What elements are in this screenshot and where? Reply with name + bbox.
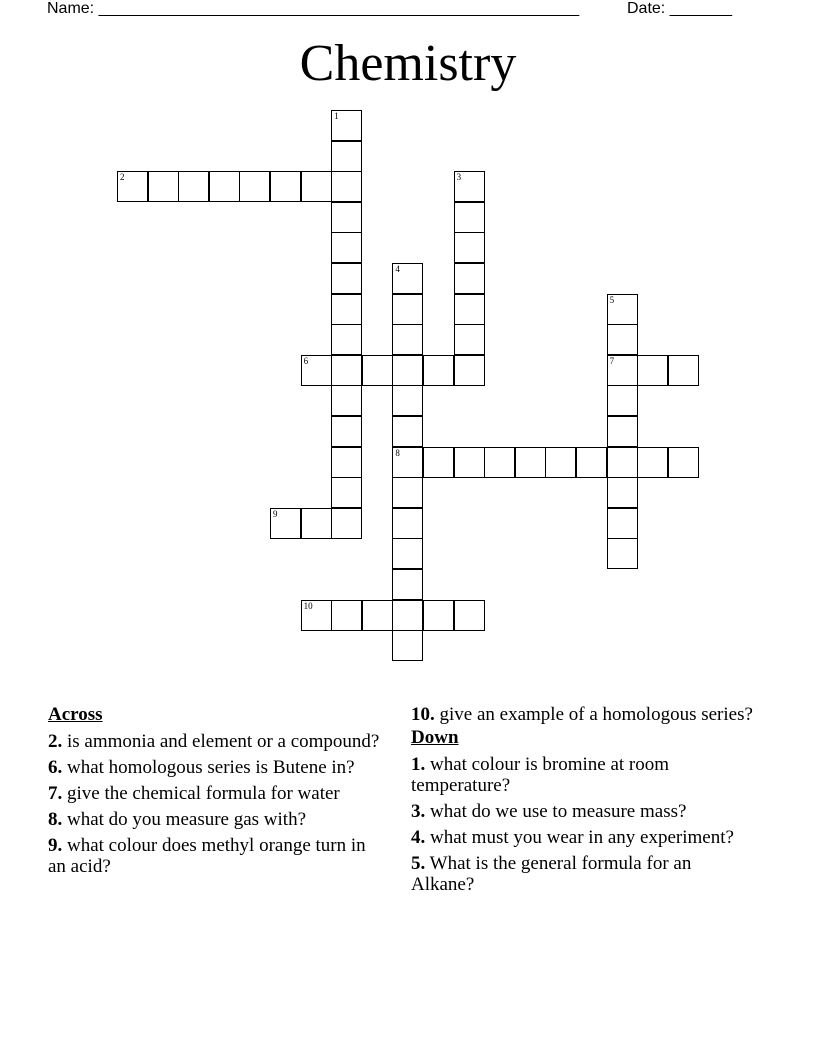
- cell-number: 4: [395, 264, 400, 274]
- cell-number: 6: [303, 355, 309, 366]
- clue-across-10: [411, 704, 756, 725]
- cell-number: 7: [609, 355, 615, 366]
- right-clue-column: [411, 704, 756, 900]
- crossword-cell[interactable]: [454, 202, 485, 233]
- crossword-cell[interactable]: [392, 600, 423, 631]
- clue-number: 1.: [411, 754, 426, 775]
- puzzle-title: Chemistry: [299, 35, 517, 92]
- crossword-cell[interactable]: [668, 355, 699, 386]
- crossword-cell[interactable]: [331, 477, 362, 508]
- crossword-cell[interactable]: [607, 508, 638, 539]
- crossword-cell[interactable]: [607, 324, 638, 355]
- clue-number: 10.: [411, 704, 435, 725]
- crossword-cell[interactable]: [545, 447, 576, 478]
- crossword-cell[interactable]: [301, 171, 332, 202]
- crossword-cell[interactable]: [484, 447, 515, 478]
- crossword-cell[interactable]: [392, 477, 423, 508]
- crossword-cell[interactable]: [331, 232, 362, 263]
- crossword-cell[interactable]: [331, 447, 362, 478]
- clue-down-3: [411, 801, 756, 822]
- crossword-cell[interactable]: [239, 171, 270, 202]
- crossword-cell[interactable]: [301, 508, 332, 539]
- crossword-cell[interactable]: [392, 630, 423, 661]
- crossword-cell[interactable]: [607, 477, 638, 508]
- clue-across-7: [48, 783, 388, 804]
- crossword-cell[interactable]: [331, 324, 362, 355]
- crossword-cell[interactable]: [392, 294, 423, 325]
- crossword-cell[interactable]: [454, 294, 485, 325]
- clue-number: 6.: [48, 757, 63, 778]
- crossword-cell[interactable]: [515, 447, 546, 478]
- crossword-cell[interactable]: [607, 385, 638, 416]
- cell-number: 1: [334, 111, 339, 121]
- clue-number: 9.: [48, 835, 63, 856]
- across-clues: [48, 704, 388, 882]
- cell-number: 5: [609, 294, 615, 305]
- crossword-cell[interactable]: [607, 294, 638, 325]
- crossword-cell[interactable]: [331, 110, 362, 141]
- crossword-cell[interactable]: [454, 263, 485, 294]
- crossword-cell[interactable]: [392, 324, 423, 355]
- crossword-cell[interactable]: [362, 600, 393, 631]
- cell-number: 2: [120, 172, 125, 183]
- clue-text: is ammonia and element or a compound?: [62, 731, 380, 752]
- header: [47, 0, 747, 22]
- crossword-cell[interactable]: [331, 141, 362, 172]
- clue-text: What is the general formula for an Alkane?: [411, 853, 692, 895]
- crossword-cell[interactable]: [668, 447, 699, 478]
- crossword-cell[interactable]: [392, 416, 423, 447]
- crossword-cell[interactable]: [301, 600, 332, 631]
- clue-number: 7.: [48, 783, 63, 804]
- crossword-cell[interactable]: [454, 447, 485, 478]
- crossword-cell[interactable]: [607, 416, 638, 447]
- clue-text: what do we use to measure mass?: [425, 801, 687, 822]
- crossword-cell[interactable]: [454, 355, 485, 386]
- down-heading: Down: [411, 727, 459, 748]
- crossword-cell[interactable]: [392, 538, 423, 569]
- clue-number: 5.: [411, 853, 426, 874]
- clue-across-8: [48, 809, 388, 830]
- crossword-cell[interactable]: [331, 355, 362, 386]
- crossword-cell[interactable]: [607, 447, 638, 478]
- crossword-cell[interactable]: [392, 355, 423, 386]
- clue-text: give an example of a homologous series?: [434, 704, 753, 725]
- crossword-cell[interactable]: [423, 447, 454, 478]
- clue-number: 3.: [411, 801, 426, 822]
- name-field-label[interactable]: Name: ______________________________________________________: [47, 0, 580, 17]
- clue-number: 8.: [48, 809, 63, 830]
- crossword-cell[interactable]: [362, 355, 393, 386]
- crossword-cell[interactable]: [148, 171, 179, 202]
- crossword-cell[interactable]: [392, 569, 423, 600]
- crossword-cell[interactable]: [637, 447, 668, 478]
- crossword-cell[interactable]: [117, 171, 148, 202]
- clue-down-5: [411, 853, 756, 895]
- crossword-cell[interactable]: [454, 324, 485, 355]
- crossword-cell[interactable]: [209, 171, 240, 202]
- clue-across-6: [48, 757, 388, 778]
- clue-across-9: [48, 835, 388, 877]
- clue-text: what colour is bromine at room temperature?: [411, 754, 670, 796]
- crossword-cell[interactable]: [331, 600, 362, 631]
- clue-down-1: [411, 754, 756, 796]
- crossword-cell[interactable]: [607, 355, 638, 386]
- crossword-cell[interactable]: [331, 171, 362, 202]
- crossword-cell[interactable]: [331, 202, 362, 233]
- across-heading: Across: [48, 704, 103, 725]
- cell-number: 3: [456, 172, 462, 183]
- clue-down-4: [411, 827, 756, 848]
- cell-number: 8: [395, 447, 400, 458]
- cell-number: 10: [303, 600, 313, 611]
- clue-number: 4.: [411, 827, 426, 848]
- crossword-cell[interactable]: [331, 416, 362, 447]
- crossword-cell[interactable]: [270, 171, 301, 202]
- crossword-cell[interactable]: [576, 447, 607, 478]
- crossword-cell[interactable]: [454, 232, 485, 263]
- crossword-cell[interactable]: [331, 508, 362, 539]
- crossword-cell[interactable]: [454, 600, 485, 631]
- clue-text: what do you measure gas with?: [62, 809, 307, 830]
- clue-text: what must you wear in any experiment?: [425, 827, 734, 848]
- cell-number: 9: [273, 508, 278, 519]
- crossword-cell[interactable]: [270, 508, 301, 539]
- crossword-cell[interactable]: [178, 171, 209, 202]
- clue-number: 2.: [48, 731, 63, 752]
- crossword-cell[interactable]: [392, 263, 423, 294]
- clue-text: what homologous series is Butene in?: [62, 757, 355, 778]
- crossword-cell[interactable]: [607, 538, 638, 569]
- crossword-cell[interactable]: [331, 385, 362, 416]
- crossword-cell[interactable]: [331, 294, 362, 325]
- crossword-cell[interactable]: [392, 508, 423, 539]
- crossword-cell[interactable]: [454, 171, 485, 202]
- crossword-cell[interactable]: [392, 447, 423, 478]
- crossword-cell[interactable]: [392, 385, 423, 416]
- date-field-label[interactable]: Date: _______: [627, 0, 732, 17]
- clue-text: give the chemical formula for water: [62, 783, 340, 804]
- crossword-cell[interactable]: [423, 600, 454, 631]
- crossword-cell[interactable]: [331, 263, 362, 294]
- clue-text: what colour does methyl orange turn in an acid?: [48, 835, 366, 877]
- crossword-cell[interactable]: [301, 355, 332, 386]
- clue-across-2: [48, 731, 388, 752]
- crossword-cell[interactable]: [637, 355, 668, 386]
- crossword-cell[interactable]: [423, 355, 454, 386]
